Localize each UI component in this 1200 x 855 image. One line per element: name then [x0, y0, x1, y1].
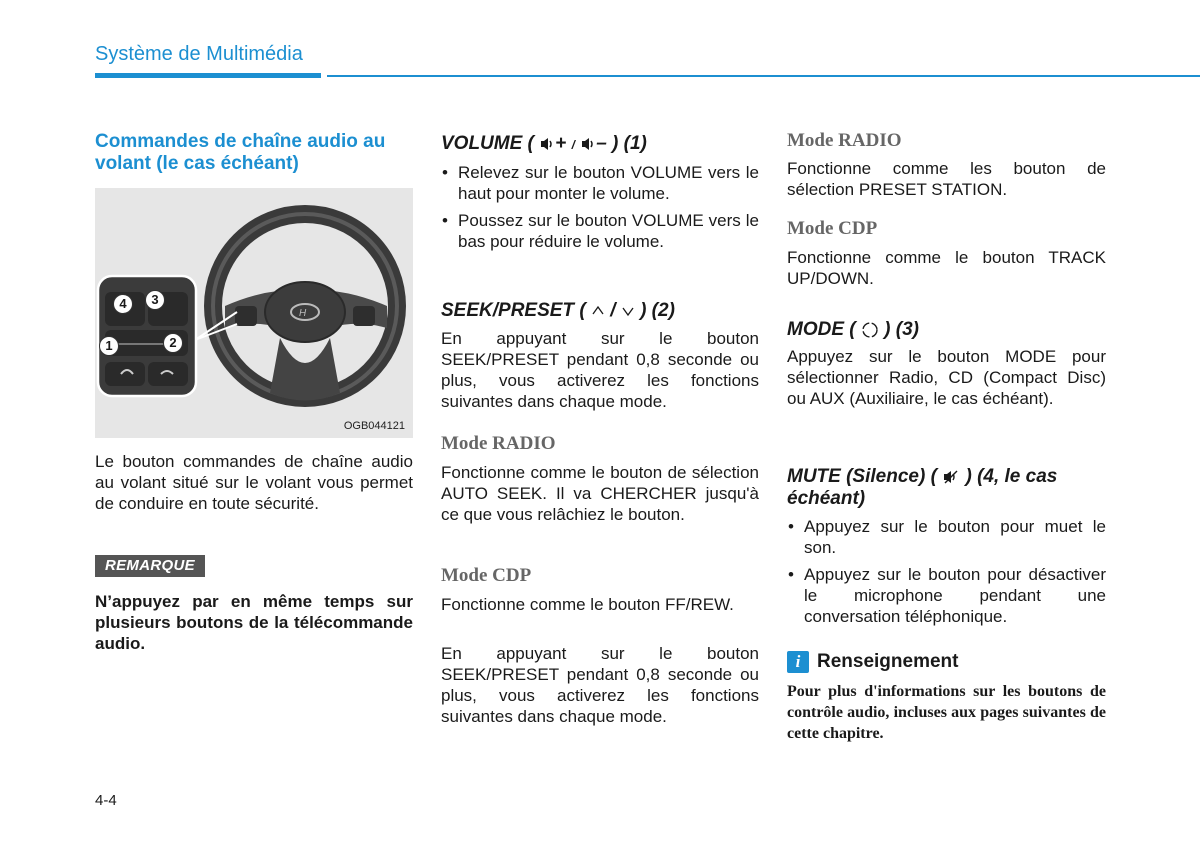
- mode-heading-start: MODE (: [787, 319, 856, 340]
- list-item: • Appuyez sur le bouton pour désactiver le microphone pendant une conversation téléphonique.: [787, 564, 1106, 627]
- list-item: • Appuyez sur le bouton pour muet le son.: [787, 516, 1106, 558]
- list-item: • Poussez sur le bouton VOLUME vers le bas pour réduire le volume.: [441, 210, 759, 252]
- seek-text: En appuyant sur le bouton SEEK/PRESET pendant 0,8 seconde ou plus, vous activerez les fonctions suivantes dans chaque mode.: [441, 329, 759, 411]
- mode-radio-heading-2: Mode RADIO: [787, 130, 902, 151]
- volume-section: [441, 133, 759, 258]
- remark-label: REMARQUE: [95, 555, 205, 577]
- section-header-title: Système de Multimédia: [95, 43, 303, 65]
- mode-cdp-heading-2: Mode CDP: [787, 218, 878, 239]
- volume-heading-end: ) (1): [612, 133, 647, 154]
- seek-heading-start: SEEK/PRESET (: [441, 300, 586, 321]
- info-text: Pour plus d'informations sur les boutons de contrôle audio, incluses aux pages suivantes de cette chapitre.: [787, 683, 1106, 742]
- mode-radio-text-2: Fonctionne comme les bouton de sélection PRESET STATION.: [787, 159, 1106, 199]
- mute-heading-start: MUTE (Silence) (: [787, 466, 937, 487]
- seek-heading: [441, 300, 759, 322]
- header-rule: [327, 75, 1200, 77]
- page-number: 4-4: [95, 792, 117, 809]
- volume-minus: –: [596, 133, 607, 154]
- mode-cdp-text-2: Fonctionne comme le bouton TRACK UP/DOWN.: [787, 248, 1106, 288]
- seek-section: [441, 300, 759, 412]
- seek-sep: /: [610, 300, 616, 321]
- mode-cdp-text: Fonctionne comme le bouton FF/REW.: [441, 595, 734, 614]
- mode-section: [787, 319, 1106, 409]
- mode-text: Appuyez sur le bouton MODE pour sélectionner Radio, CD (Compact Disc) ou AUX (Auxiliaire, le cas échéant).: [787, 347, 1106, 408]
- callout-1: 1: [99, 336, 119, 356]
- mode-cdp-heading: Mode CDP: [441, 565, 532, 586]
- info-box: [787, 651, 1106, 744]
- info-title: Renseignement: [817, 651, 959, 672]
- volume-heading: [441, 133, 759, 156]
- mode-radio-text: Fonctionne comme le bouton de sélection AUTO SEEK. Il va CHERCHER jusqu'à ce que vous relâchiez le bouton.: [441, 463, 759, 524]
- callout-2: 2: [163, 333, 183, 353]
- mode-heading-end: ) (3): [884, 319, 919, 340]
- seek-heading-end: ) (2): [640, 300, 675, 321]
- info-icon: i: [787, 651, 809, 673]
- section-title: Commandes de chaîne audio au volant (le cas échéant): [95, 131, 386, 174]
- mode-cycle-icon: [861, 321, 879, 339]
- callout-4: 4: [113, 294, 133, 314]
- volume-heading-start: VOLUME (: [441, 133, 534, 154]
- intro-paragraph: Le bouton commandes de chaîne audio au volant situé sur le volant vous permet de conduire en toute sécurité.: [95, 452, 413, 513]
- info-header: [787, 651, 1106, 673]
- mute-icon: [942, 469, 960, 485]
- volume-list: [441, 162, 759, 252]
- speaker-icon: [539, 136, 555, 152]
- steering-wheel-illustration: [95, 188, 413, 438]
- mode-radio-heading: Mode RADIO: [441, 433, 556, 454]
- volume-plus: +: [555, 133, 567, 154]
- remark-text: N’appuyez par en même temps sur plusieurs boutons de la télécommande audio.: [95, 592, 413, 653]
- list-item: • Relevez sur le bouton VOLUME vers le haut pour monter le volume.: [441, 162, 759, 204]
- volume-sep: /: [571, 138, 575, 152]
- svg-text:H: H: [299, 308, 307, 319]
- header-rule-accent: [95, 73, 321, 78]
- mute-section: [787, 466, 1106, 633]
- mode-heading: [787, 319, 1106, 341]
- callout-3: 3: [145, 290, 165, 310]
- mode-cdp-hold-text: En appuyant sur le bouton SEEK/PRESET pendant 0,8 seconde ou plus, vous activerez les fonctions suivantes dans chaque mode.: [441, 644, 759, 726]
- mute-list: [787, 516, 1106, 627]
- steering-wheel-figure: [95, 188, 413, 438]
- chevron-up-icon: [591, 304, 605, 318]
- mute-heading-end: ) (4, le cas échéant): [787, 466, 1058, 509]
- speaker-icon: [580, 136, 596, 152]
- figure-code: OGB044121: [343, 420, 405, 432]
- mute-heading: [787, 466, 1106, 510]
- chevron-down-icon: [621, 304, 635, 318]
